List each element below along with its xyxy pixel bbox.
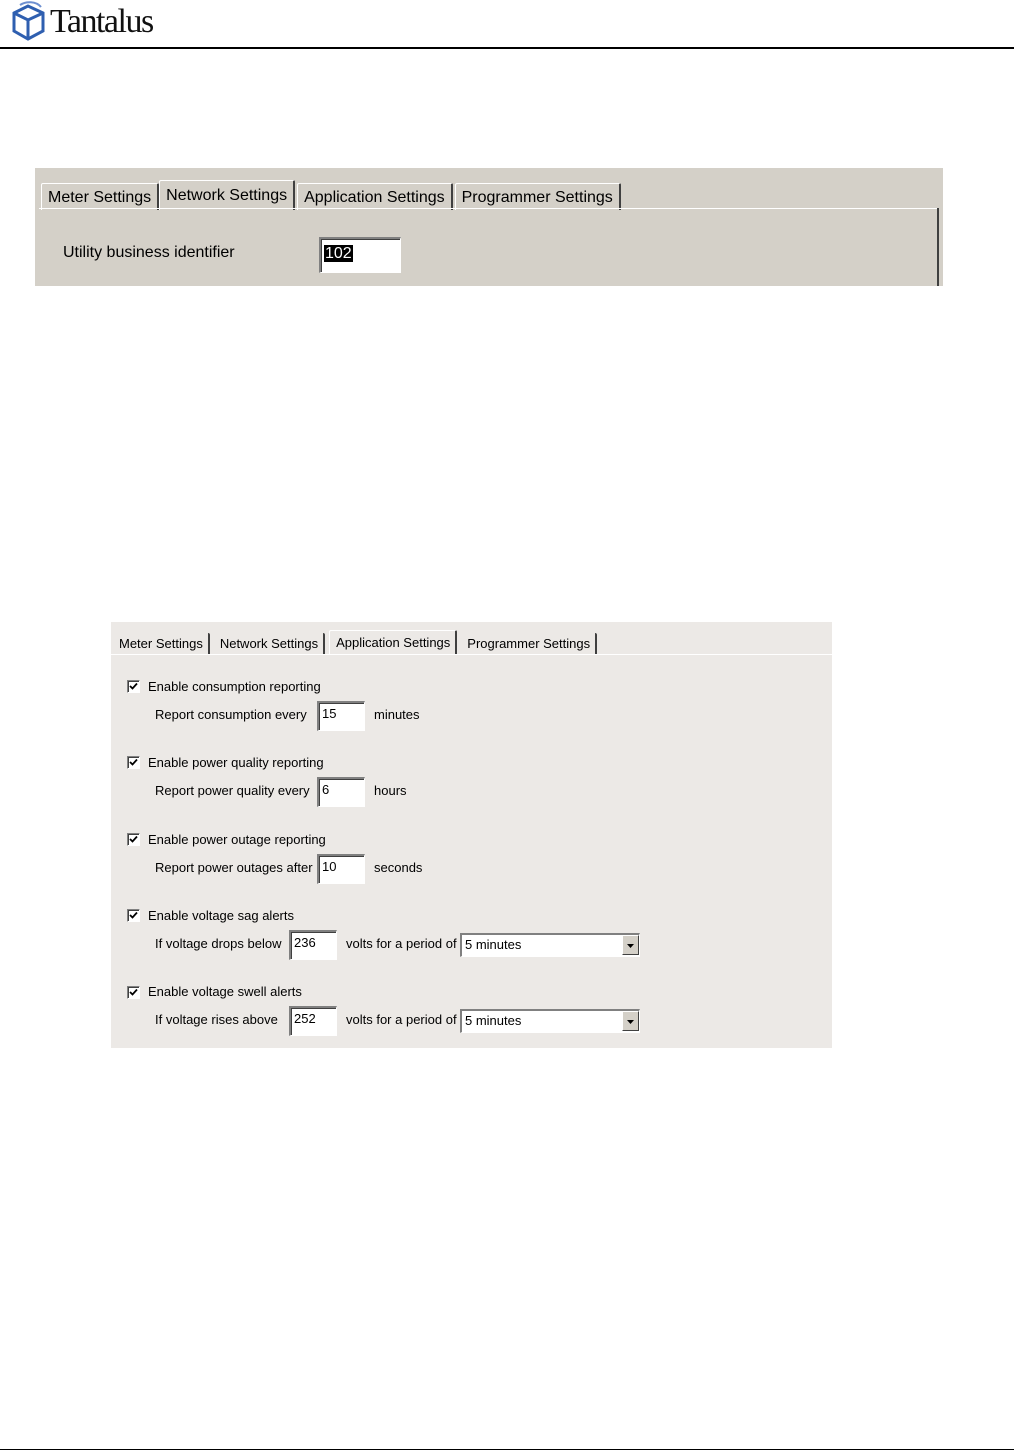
utility-business-identifier-value: 102 [325, 245, 352, 262]
voltage-swell-threshold-label: If voltage rises above [155, 1012, 278, 1027]
tab-panel-top-edge [39, 208, 937, 209]
tab-meter-settings[interactable]: Meter Settings [113, 633, 210, 655]
voltage-sag-alerts-checkbox[interactable] [127, 909, 140, 922]
utility-business-identifier-input[interactable] [319, 237, 401, 273]
power-quality-reporting-checkbox[interactable] [127, 756, 140, 769]
power-quality-interval-input[interactable]: 6 [317, 777, 365, 807]
power-quality-interval-label: Report power quality every [155, 783, 310, 798]
voltage-swell-period-value: 5 minutes [465, 1013, 522, 1028]
checkmark-icon [129, 758, 138, 767]
tab-panel-top-edge [111, 654, 832, 655]
tab-application-settings[interactable]: Application Settings [329, 630, 457, 655]
power-quality-reporting-label: Enable power quality reporting [148, 755, 324, 770]
dropdown-button[interactable] [622, 935, 639, 955]
chevron-down-icon [627, 944, 634, 948]
checkmark-icon [129, 835, 138, 844]
consumption-interval-unit: minutes [374, 707, 420, 722]
application-settings-dialog [111, 622, 832, 1048]
voltage-swell-period-label: volts for a period of [346, 1012, 457, 1027]
tab-strip [41, 180, 943, 210]
voltage-swell-period-dropdown[interactable] [460, 1009, 640, 1033]
voltage-sag-period-value: 5 minutes [465, 937, 522, 952]
consumption-interval-label: Report consumption every [155, 707, 307, 722]
power-outage-reporting-label: Enable power outage reporting [148, 832, 326, 847]
tab-strip [113, 630, 832, 655]
consumption-reporting-checkbox[interactable] [127, 680, 140, 693]
tab-programmer-settings[interactable]: Programmer Settings [461, 633, 597, 655]
voltage-swell-alerts-checkbox[interactable] [127, 986, 140, 999]
brand-logo [8, 0, 153, 44]
voltage-sag-threshold-label: If voltage drops below [155, 936, 282, 951]
power-outage-reporting-checkbox[interactable] [127, 833, 140, 846]
brand-name: Tantalus [50, 3, 153, 40]
power-outage-delay-input[interactable]: 10 [317, 854, 365, 884]
consumption-reporting-label: Enable consumption reporting [148, 679, 321, 694]
dropdown-button[interactable] [622, 1011, 639, 1031]
checkmark-icon [129, 988, 138, 997]
tab-meter-settings[interactable]: Meter Settings [41, 183, 159, 210]
cube-logo-icon [8, 1, 48, 43]
tab-programmer-settings[interactable]: Programmer Settings [455, 183, 621, 210]
chevron-down-icon [627, 1020, 634, 1024]
voltage-sag-alerts-label: Enable voltage sag alerts [148, 908, 294, 923]
tab-network-settings[interactable]: Network Settings [159, 180, 295, 210]
power-outage-delay-unit: seconds [374, 860, 423, 875]
voltage-sag-period-dropdown[interactable] [460, 933, 640, 957]
voltage-swell-alerts-label: Enable voltage swell alerts [148, 984, 302, 999]
checkmark-icon [129, 911, 138, 920]
voltage-swell-threshold-input[interactable]: 252 [289, 1006, 337, 1036]
tab-panel-right-edge [937, 208, 939, 286]
power-outage-delay-label: Report power outages after [155, 860, 313, 875]
footer-divider [0, 1449, 1014, 1450]
tab-network-settings[interactable]: Network Settings [214, 633, 325, 655]
power-quality-interval-unit: hours [374, 783, 407, 798]
utility-business-identifier-label: Utility business identifier [63, 244, 235, 261]
header-divider [0, 47, 1014, 49]
network-settings-dialog [35, 168, 943, 286]
checkmark-icon [129, 682, 138, 691]
voltage-sag-period-label: volts for a period of [346, 936, 457, 951]
tab-application-settings[interactable]: Application Settings [297, 183, 453, 210]
consumption-interval-input[interactable]: 15 [317, 701, 365, 731]
voltage-sag-threshold-input[interactable]: 236 [289, 930, 337, 960]
